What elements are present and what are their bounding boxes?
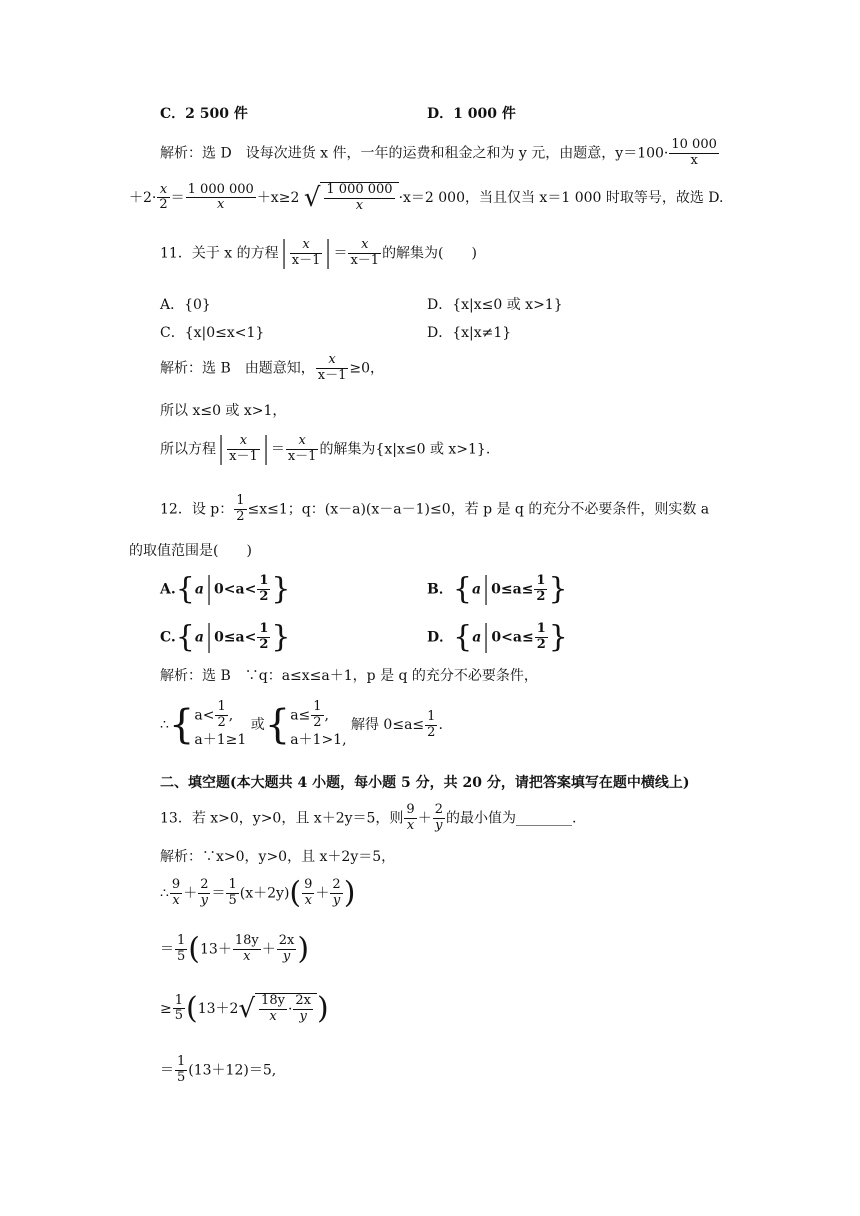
option-b: B．{a| 0≤a≤ $\frac{1}{2}$ }: [427, 571, 568, 607]
inequality-system: a< $\frac{1}{2}$ , a＋1≥1: [194, 699, 247, 748]
option-b: D．{x|x≤0 或 x>1}: [427, 297, 563, 313]
fraction: $\frac{x}{x-1}$: [291, 237, 321, 268]
solution-line: 所以方程| $\frac{x}{x-1}$ | ＝ $\frac{x}{x-1}$ 的解集为{x|x≤0 或 x>1}.: [160, 431, 491, 467]
solution-line: ＝ $\frac{1}{5}$ (13＋ $\frac{18y}{x}$ ＋ $\frac{2x}{y}$ ): [160, 931, 310, 967]
question-11: 11．关于 x 的方程| $\frac{x}{x-1}$ | ＝ $\frac{x}{x-1}$ 的解集为( ): [160, 235, 477, 271]
solution-line: ＋2· $\frac{x}{2}$ ＝ $\frac{1 000 000}{x}$ ＋x≥2 √ $\frac{1 000 000}{x}$ ·x＝2 000，当且仅当 x＝1 000 时取等号，故选 D.: [129, 181, 724, 213]
fraction: $\frac{x}{x-1}$: [317, 352, 347, 383]
solution-system: ∴{ a< $\frac{1}{2}$ , a＋1≥1 或{ a≤ $\frac{1}{2}$ , a＋1>1, 解得 0≤a≤ $\frac{1}{2}$ .: [160, 700, 443, 750]
section-heading: 二、填空题(本大题共 4 小题，每小题 5 分，共 20 分，请把答案填写在题中横线上): [160, 775, 690, 791]
option-a: A．{0}: [160, 297, 211, 313]
option-d: D．1 000 件: [427, 106, 516, 122]
solution-line: ≥ $\frac{1}{5}$ (13＋2√ $\frac{18y}{x}$ · $\frac{2x}{y}$ ): [160, 990, 329, 1026]
option-d: D．{x|x≠1}: [427, 325, 512, 341]
option-c: C．{x|0≤x<1}: [160, 325, 265, 341]
sqrt-body: $\frac{1 000 000}{x}$: [320, 182, 398, 214]
question-12: 12．设 p： $\frac{1}{2}$ ≤x≤1；q：(x－a)(x－a－1)≤0，若 p 是 q 的充分不必要条件，则实数 a: [160, 493, 710, 524]
solution-line: 所以 x≤0 或 x>1，: [160, 403, 287, 419]
inequality-system: a≤ $\frac{1}{2}$ , a＋1>1,: [290, 699, 347, 748]
solution-text: 解析：选 D 设每次进货 x 件，一年的运费和租金之和为 y 元，由题意，y＝100·: [160, 145, 669, 162]
fraction: $\frac{x}{x-1}$: [287, 433, 317, 464]
solution-line: ∴ $\frac{9}{x}$ ＋ $\frac{2}{y}$ ＝ $\frac{1}{5}$ (x＋2y)( $\frac{9}{x}$ ＋ $\frac{2}{y}$ ): [160, 875, 356, 911]
solution-line: 解析：∵x>0，y>0，且 x＋2y＝5，: [160, 849, 396, 865]
option-d: D．{a| 0<a≤ $\frac{1}{2}$ }: [427, 619, 568, 655]
solution-line: 解析：选 B 由题意知， $\frac{x}{x-1}$ ≥0，: [160, 352, 384, 383]
fraction: $\frac{10 000}{x}$: [671, 137, 717, 168]
question-13: 13．若 x>0，y>0，且 x＋2y＝5，则 $\frac{9}{x}$ ＋ $\frac{2}{y}$ 的最小值为________.: [160, 802, 577, 833]
sqrt-body: $\frac{18y}{x}$ · $\frac{2x}{y}$: [255, 993, 317, 1025]
fraction: $\frac{x}{x-1}$: [350, 237, 380, 268]
sqrt-symbol: √: [303, 182, 321, 213]
fraction: $\frac{1}{2}$: [236, 493, 245, 524]
sqrt-symbol: √: [238, 993, 256, 1024]
question-12-line2: 的取值范围是( ): [129, 543, 252, 559]
solution-line: ＝ $\frac{1}{5}$ (13＋12)＝5,: [160, 1054, 277, 1085]
option-c: C．2 500 件: [160, 106, 248, 122]
solution-line: [160, 138, 720, 169]
fraction: $\frac{1 000 000}{x}$: [187, 181, 254, 213]
fraction: $\frac{x}{x-1}$: [229, 433, 258, 464]
fraction: $\frac{x}{2}$: [159, 181, 168, 213]
solution-line: 解析：选 B ∵q：a≤x≤a＋1，p 是 q 的充分不必要条件，: [160, 668, 538, 684]
option-c: C.{a| 0≤a< $\frac{1}{2}$ }: [160, 619, 291, 655]
option-a: A.{a| 0<a< $\frac{1}{2}$ }: [160, 571, 291, 607]
